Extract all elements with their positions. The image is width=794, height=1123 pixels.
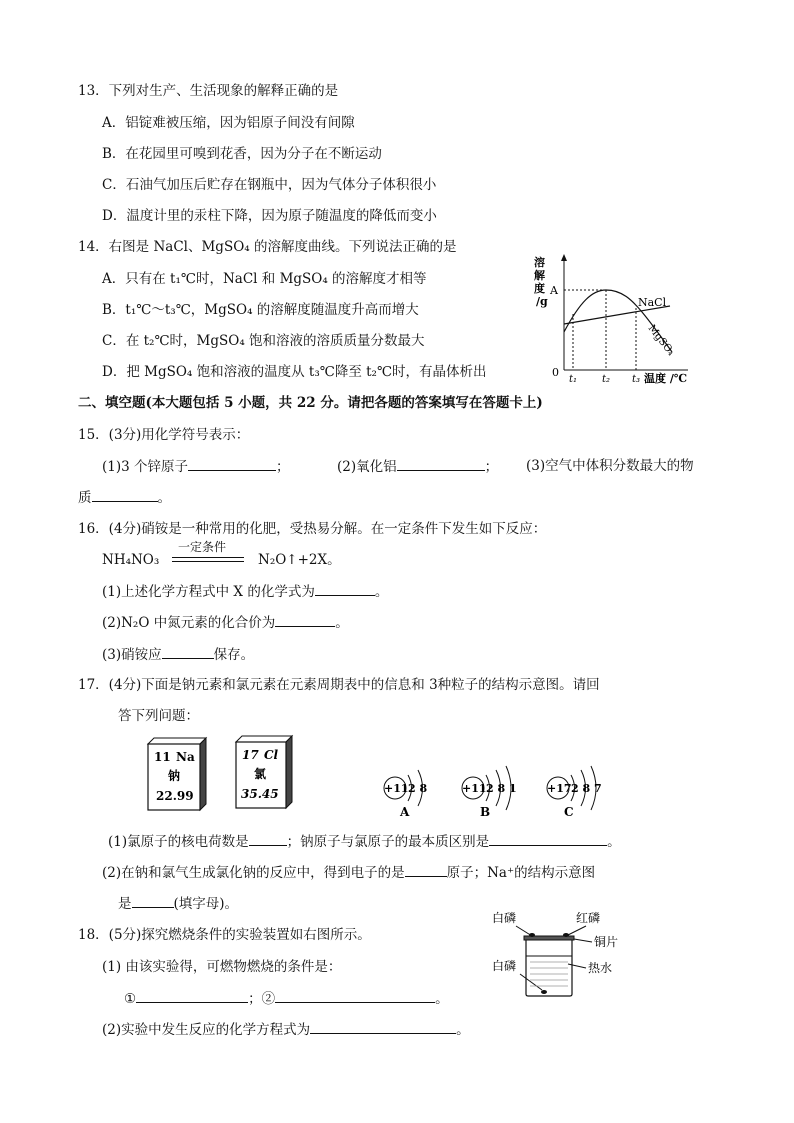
sodium-mass: 22.99	[156, 789, 194, 803]
particle-b	[462, 766, 517, 819]
white-phosphorus-bottom	[541, 990, 547, 994]
origin-label: 0	[552, 366, 559, 379]
answer-blank[interactable]	[188, 457, 276, 471]
answer-blank[interactable]	[136, 989, 248, 1003]
white-phosphorus-top-label: 白磷	[492, 911, 517, 925]
atom-structure-diagrams	[378, 766, 648, 822]
q14-option-b: B．t₁℃～t₃℃，MgSO₄ 的溶解度随温度升高而增大	[102, 302, 419, 318]
q16-part-1: (1)上述化学方程式中 X 的化学式为 。	[102, 584, 389, 600]
q16-part-3: (3)硝铵应 保存。	[102, 647, 255, 663]
q17-stem: 17．(4分)下面是钠元素和氯元素在元素周期表中的信息和 3种粒子的结构示意图。请回	[78, 677, 600, 693]
sodium-number: 11	[154, 750, 171, 764]
particle-c-nucleus: +17	[547, 782, 572, 795]
particle-c	[547, 766, 602, 819]
q16-reactant: NH₄NO₃	[102, 552, 160, 568]
q13-option-a: A．铝锭难被压缩，因为铝原子间没有间隙	[102, 115, 355, 131]
chlorine-mass: 35.45	[241, 787, 279, 801]
answer-blank[interactable]	[489, 832, 607, 846]
q15-stem: 15．(3分)用化学符号表示：	[78, 427, 250, 443]
q13-option-d: D．温度计里的汞柱下降，因为原子随温度的降低而变小	[102, 208, 437, 224]
combustion-apparatus-figure	[488, 908, 628, 1000]
q16-stem: 16．(4分)硝铵是一种常用的化肥，受热易分解。在一定条件下发生如下反应：	[78, 521, 547, 537]
q16-product: N₂O↑+2X。	[258, 552, 341, 568]
answer-blank[interactable]	[397, 457, 485, 471]
red-phosphorus-label: 红磷	[576, 911, 601, 925]
ylabel-1: 溶	[534, 256, 545, 269]
q14-option-a: A．只有在 t₁℃时，NaCl 和 MgSO₄ 的溶解度才相等	[102, 271, 427, 287]
periodic-table-cells	[144, 736, 304, 816]
white-phosphorus-bottom-label: 白磷	[492, 959, 517, 973]
q18-part-1: (1) 由该实验得，可燃物燃烧的条件是：	[102, 959, 342, 975]
q16-part-2: (2)N₂O 中氮元素的化合价为 。	[102, 615, 349, 631]
particle-a-nucleus: +11	[384, 782, 409, 795]
t1-label: t₁	[569, 374, 578, 385]
q17-stem-cont: 答下列问题：	[118, 708, 199, 724]
answer-blank[interactable]	[132, 894, 174, 908]
q16-condition: 一定条件	[178, 540, 227, 554]
particle-a	[384, 770, 427, 819]
q14-option-d: D．把 MgSO₄ 饱和溶液的温度从 t₃℃降至 t₂℃时，有晶体析出	[102, 364, 487, 380]
answer-blank[interactable]	[275, 989, 435, 1003]
q18-stem: 18．(5分)探究燃烧条件的实验装置如右图所示。	[78, 927, 371, 943]
particle-b-label: B	[480, 805, 491, 819]
q15-part-2: (2)氧化铝 ；	[337, 459, 499, 475]
water-hatching	[530, 962, 568, 986]
white-phosphorus-top	[529, 933, 535, 937]
x-axis-label: 温度 /℃	[644, 372, 688, 385]
answer-blank[interactable]	[315, 582, 375, 596]
point-a-label: A	[550, 284, 558, 297]
answer-blank[interactable]	[249, 832, 287, 846]
t2-label: t₂	[602, 374, 611, 385]
q13-option-b: B．在花园里可嗅到花香，因为分子在不断运动	[102, 146, 382, 162]
q18-conditions: ① ；② 。	[124, 991, 449, 1007]
answer-blank[interactable]	[162, 645, 214, 659]
leader-line	[520, 974, 542, 990]
q15-part-3-cont: 质 。	[78, 490, 171, 506]
q16-equals-line-2	[172, 561, 244, 562]
q16-equals-line-1	[172, 557, 244, 558]
ylabel-2: 解	[534, 269, 545, 282]
solubility-curve-figure	[530, 252, 700, 384]
q15-part-1: (1)3 个锌原子 ；	[102, 459, 290, 475]
sodium-symbol: Na	[176, 750, 195, 764]
answer-blank[interactable]	[92, 488, 158, 502]
nacl-label: NaCl	[638, 296, 667, 309]
mgso4-label: MgSO₄	[645, 323, 677, 358]
chlorine-number: 17	[242, 748, 259, 762]
particle-a-label: A	[400, 805, 410, 819]
hot-water-label: 热水	[588, 961, 613, 975]
particle-b-shells: 2 8 1	[486, 782, 517, 795]
chlorine-name: 氯	[254, 767, 267, 781]
answer-blank[interactable]	[275, 613, 335, 627]
q18-part-2: (2)实验中发生反应的化学方程式为 。	[102, 1022, 470, 1038]
q17-part-1: (1)氯原子的核电荷数是 ；钠原子与氯原子的最本质区别是 。	[108, 834, 621, 850]
particle-c-shells: 2 8 7	[571, 782, 602, 795]
leader-line	[566, 926, 586, 936]
q13-stem: 13．下列对生产、生活现象的解释正确的是	[78, 83, 339, 99]
ylabel-3: 度	[534, 282, 545, 295]
q14-option-c: C．在 t₂℃时，MgSO₄ 饱和溶液的溶质质量分数最大	[102, 333, 425, 349]
particle-c-label: C	[564, 805, 574, 819]
t3-label: t₃	[632, 374, 641, 385]
q17-part-2-cont: 是 (填字母)。	[118, 896, 239, 912]
answer-blank[interactable]	[310, 1020, 456, 1034]
y-axis-arrow	[561, 254, 567, 261]
copper-sheet-label: 铜片	[594, 935, 619, 949]
sodium-cell	[148, 738, 206, 810]
q17-part-2: (2)在钠和氯气生成氯化钠的反应中，得到电子的是 原子；Na⁺的结构示意图	[102, 865, 596, 881]
ylabel-4: /g	[536, 295, 548, 308]
section-2-heading: 二、填空题(本大题包括 5 小题，共 22 分。请把各题的答案填写在答题卡上)	[78, 395, 543, 411]
chlorine-cell	[236, 736, 292, 808]
chlorine-symbol: Cl	[264, 748, 279, 762]
leader-line	[568, 964, 586, 968]
red-phosphorus	[563, 933, 569, 937]
q15-part-3: (3)空气中体积分数最大的物	[526, 458, 694, 474]
leader-line	[574, 939, 592, 942]
particle-b-nucleus: +11	[462, 782, 487, 795]
sodium-name: 钠	[168, 769, 181, 783]
answer-blank[interactable]	[405, 863, 447, 877]
particle-a-shells: 2 8	[408, 782, 428, 795]
q14-stem: 14．右图是 NaCl、MgSO₄ 的溶解度曲线。下列说法正确的是	[78, 239, 457, 255]
q13-option-c: C．石油气加压后贮存在钢瓶中，因为气体分子体积很小	[102, 177, 437, 193]
